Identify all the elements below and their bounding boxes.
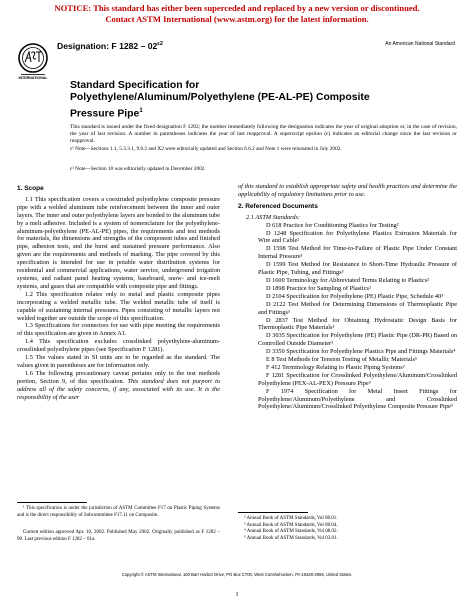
reference-item: D 2122 Test Method for Determining Dimensions of Thermoplastic Pipe and Fittings³ <box>258 300 457 316</box>
logo-text: INTERNATIONAL <box>18 76 48 80</box>
para-1-6-text: 1.6 The following precautionary caveat pertains only to the test methods portion, Section 9, of this specification. <box>17 369 220 385</box>
reference-item: D 2104 Specification for Polyethylene (PE) Plastic Pipe, Schedule 40³ <box>266 292 444 300</box>
designation <box>57 41 163 51</box>
para-1-2: 1.2 This specification relates only to metal and plastic composite pipes incorporating a welded metallic tube. The welded metallic tube of itself is capable of sustaining internal pressures. Pipes consisting of metallic layers not welded together are outside the scope of this specification. <box>17 290 220 322</box>
reference-item: D 1599 Test Method for Resistance to Short-Time Hydraulic Pressure of Plastic Pipe, Tubing, and Fittings³ <box>258 261 457 277</box>
title-line-3 <box>70 105 430 121</box>
reference-item: D 618 Practice for Conditioning Plastics for Testing² <box>266 221 399 229</box>
para-1-4: 1.4 This specification excludes crosslinked polyethylene-aluminum-crosslinked polyethylene pipes (see Specification F 1281). <box>17 338 220 354</box>
reference-list <box>238 222 457 412</box>
designation-epsilon: ε2 <box>157 41 163 48</box>
reference-item: F 412 Terminology Relating to Plastic Piping Systems³ <box>266 363 405 371</box>
para-1-6 <box>17 370 220 402</box>
reference-item: E 8 Test Methods for Tension Testing of Metallic Materials⁵ <box>266 356 418 364</box>
notice-line-1: NOTICE: This standard has either been superceded and replaced by a new version or discontinued. <box>54 3 420 13</box>
para-1-6-caveat: This standard does not purport to address all of the safety concerns, if any, associated with its use. It is the responsibility of the user <box>17 377 220 401</box>
editorial-note-2: ε² Note—Section 10 was editorially updated in December 2002. <box>70 166 206 172</box>
right-footnote: ⁴ Annual Book of ASTM Standards, Vol 08.02. <box>244 529 338 535</box>
reference-item: D 1600 Terminology for Abbreviated Terms Relating to Plastics² <box>266 276 430 284</box>
astm-logo-icon <box>17 40 49 92</box>
para-1-3: 1.3 Specifications for connectors for use with pipe meeting the requirements of this specification are given in Annex A1. <box>17 322 220 338</box>
left-footnote-rule <box>17 502 87 503</box>
right-footnote: ⁵ Annual Book of ASTM Standards, Vol 03.01. <box>244 535 338 541</box>
para-1-1: 1.1 This specification covers a coextruded polyethylene composite pressure pipe with a welded aluminum tube reinforcement between the inner and outer layers. The inner and outer polyethylene layers are bonded to the aluminum tube by a melt adhesive. Included is a system of nomenclature for the polyethylene-aluminum-polyethylene (PE-AL-PE) pipes, the requirements and test methods for materials, the dimensions and strengths of the component tubes and finished pipe, adhesion tests, and the burst and sustained pressure performance. Also given are the requirements and methods of marking. The pipe covered by this specification is intended for use in potable water distribution systems for residential and commercial applications, water service, underground irrigation systems, and radiant panel heating systems, baseboard, snow- and ice-melt systems, and gases that are compatible with composite pipe and fittings. <box>17 195 220 290</box>
referenced-documents-heading: 2. Referenced Documents <box>238 202 318 210</box>
left-column <box>17 183 220 401</box>
reference-item: D 1248 Specification for Polyethylene Plastics Extrusion Materials for Wire and Cable² <box>258 229 457 245</box>
title-line-3-text: Pressure Pipe <box>70 108 140 120</box>
reference-item: D 3350 Specification for Polyethylene Plastics Pipe and Fittings Materials⁴ <box>266 348 456 356</box>
footnote-1-edition: Current edition approved Apr. 10, 2002. Published May 2002. Originally published as F 1282 – 90. Last previous edition F 1282 – 01a. <box>17 530 220 542</box>
footnote-1: ¹ This specification is under the jurisdiction of ASTM Committee F17 on Plastic Piping Systems and is the direct responsibility of Subcommittee F17.11 on Composite. <box>17 506 220 518</box>
para-1-5: 1.5 The values stated in SI units are to be regarded as the standard. The values given in parentheses are for information only. <box>17 354 220 369</box>
reference-item: D 1898 Practice for Sampling of Plastics² <box>266 284 371 292</box>
reference-item: F 1281 Specification for Crosslinked Polyethylene/Aluminum/Crosslinked Polyethylene (PEX-AL-PEX) Pressure Pipe³ <box>258 371 457 387</box>
notice-line-2: Contact ASTM International (www.astm.org) for the latest information. <box>105 14 369 24</box>
right-column <box>238 183 457 411</box>
intro-paragraph: This standard is issued under the fixed designation F 1282; the number immediately following the designation indicates the year of original adoption or, in the case of revision, the year of last revision. A number in parentheses indicates the year of last reapproval. A superscript epsilon (ε) indicates an editorial change since the last revision or reapproval. <box>70 124 457 144</box>
astm-standards-subheading: 2.1 ASTM Standards: <box>246 213 301 221</box>
astm-logo <box>17 40 49 92</box>
reference-item: D 2837 Test Method for Obtaining Hydrostatic Design Basis for Thermoplastic Pipe Materials³ <box>258 316 457 332</box>
caveat-continued: of this standard to establish appropriate safety and health practices and determine the applicability of regulatory limitations prior to use. <box>238 183 457 198</box>
reference-item: F 1974 Specification for Metal Insert Fittings for Polyethylene/Aluminum/Polyethylene and Crosslinked Polyethylene/Aluminum/Crosslinked Polyethylene Composite Pressure Pipe³ <box>258 387 457 411</box>
title-line-1: Standard Specification for <box>70 80 200 91</box>
right-footnote: ³ Annual Book of ASTM Standards, Vol 08.04. <box>244 522 338 528</box>
page-number: 1 <box>235 592 239 598</box>
american-national-standard: An American National Standard <box>385 41 455 47</box>
title-line-2: Polyethylene/Aluminum/Polyethylene (PE-AL-PE) Composite <box>70 92 370 104</box>
right-footnote-rule <box>238 512 308 513</box>
designation-text: Designation: F 1282 – 02 <box>57 41 158 51</box>
right-footnote: ² Annual Book of ASTM Standards, Vol 08.01. <box>244 516 338 521</box>
copyright-footer: Copyright © ASTM International, 100 Barr Harbor Drive, PO Box C700, West Conshohocken, PA 19428-2959, United States. <box>121 572 353 577</box>
reference-item: D 3035 Specification for Polyethylene (PE) Plastic Pipe (DR-PR) Based on Controlled Outside Diameter³ <box>258 332 457 348</box>
reference-item: D 1598 Test Method for Time-to-Failure of Plastic Pipe Under Constant Internal Pressure³ <box>258 245 457 261</box>
title-footnote-ref: 1 <box>139 107 143 114</box>
scope-heading: 1. Scope <box>17 185 44 192</box>
document-title <box>70 80 430 121</box>
right-footnotes <box>244 516 457 542</box>
editorial-note-1: ε¹ Note—Sections 1.1, 5.3.3.1, 9.6.2 and X2 were editorially updated and Section 6.6.2 and Note 1 were reinstated in July 2002. <box>70 146 342 152</box>
